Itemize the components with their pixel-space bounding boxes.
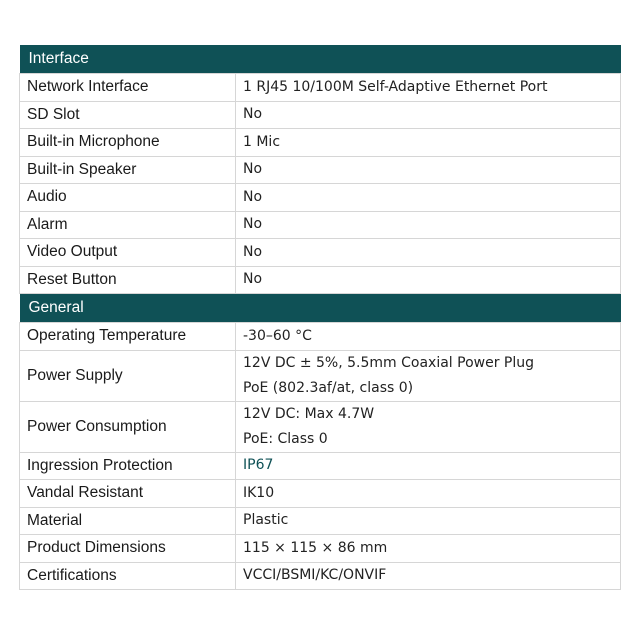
spec-label: Alarm [20,211,236,239]
spec-value [236,350,621,401]
spec-value [236,129,621,157]
spec-value [236,535,621,563]
spec-label: Built-in Microphone [20,129,236,157]
spec-row-reset-button [20,266,621,294]
spec-row-power-supply [20,350,621,401]
spec-value [236,211,621,239]
section-title: Interface [20,45,621,74]
spec-value-line: No [243,216,263,233]
spec-value-line: VCCI/BSMI/KC/ONVIF [243,567,387,584]
spec-label: Operating Temperature [20,323,236,351]
spec-label: Power Supply [20,350,236,401]
spec-label: Vandal Resistant [20,480,236,508]
spec-row-sd-slot [20,101,621,129]
spec-value-link[interactable]: IP67 [243,457,274,474]
spec-row-vandal-resistant [20,480,621,508]
spec-label: Power Consumption [20,401,236,452]
spec-row-audio [20,184,621,212]
spec-value-line: PoE: Class 0 [243,430,328,447]
spec-table [19,45,621,590]
spec-value-line: 12V DC ± 5%, 5.5mm Coaxial Power Plug [243,354,535,371]
spec-value [236,184,621,212]
spec-value [236,101,621,129]
spec-value [236,323,621,351]
spec-label: Ingression Protection [20,452,236,480]
spec-value-line: Plastic [243,512,289,529]
spec-value-line: 12V DC: Max 4.7W [243,405,375,422]
spec-label: Reset Button [20,266,236,294]
spec-label: SD Slot [20,101,236,129]
spec-value [236,239,621,267]
spec-label: Product Dimensions [20,535,236,563]
section-title: General [20,294,621,323]
spec-label: Video Output [20,239,236,267]
spec-label: Built-in Speaker [20,156,236,184]
spec-row-product-dimensions [20,535,621,563]
spec-row-power-consumption [20,401,621,452]
spec-value [236,156,621,184]
spec-value [236,266,621,294]
spec-value-line: No [243,188,263,205]
spec-value [236,507,621,535]
spec-label: Material [20,507,236,535]
spec-row-material [20,507,621,535]
spec-value-line: No [243,161,263,178]
spec-value-line: No [243,106,263,123]
spec-row-alarm [20,211,621,239]
spec-value-line: PoE (802.3af/at, class 0) [243,379,414,396]
spec-value [236,74,621,102]
spec-row-certifications [20,562,621,590]
spec-value-line: 1 Mic [243,133,281,150]
spec-row-built-in-microphone [20,129,621,157]
spec-value [236,480,621,508]
spec-label: Certifications [20,562,236,590]
spec-row-video-output [20,239,621,267]
spec-value [236,452,621,480]
spec-row-ingression-protection [20,452,621,480]
spec-label: Network Interface [20,74,236,102]
spec-value-line: IK10 [243,484,275,501]
spec-row-network-interface [20,74,621,102]
spec-value-line: 115 × 115 × 86 mm [243,539,388,556]
spec-value-line: No [243,271,263,288]
spec-value-line: 1 RJ45 10/100M Self-Adaptive Ethernet Port [243,78,548,95]
spec-value [236,562,621,590]
spec-value [236,401,621,452]
spec-label: Audio [20,184,236,212]
spec-table-body [20,45,621,590]
spec-row-built-in-speaker [20,156,621,184]
section-header-general [20,294,621,323]
spec-row-operating-temperature [20,323,621,351]
section-header-interface [20,45,621,74]
spec-value-line: -30–60 °C [243,327,312,344]
spec-value-line: No [243,243,263,260]
